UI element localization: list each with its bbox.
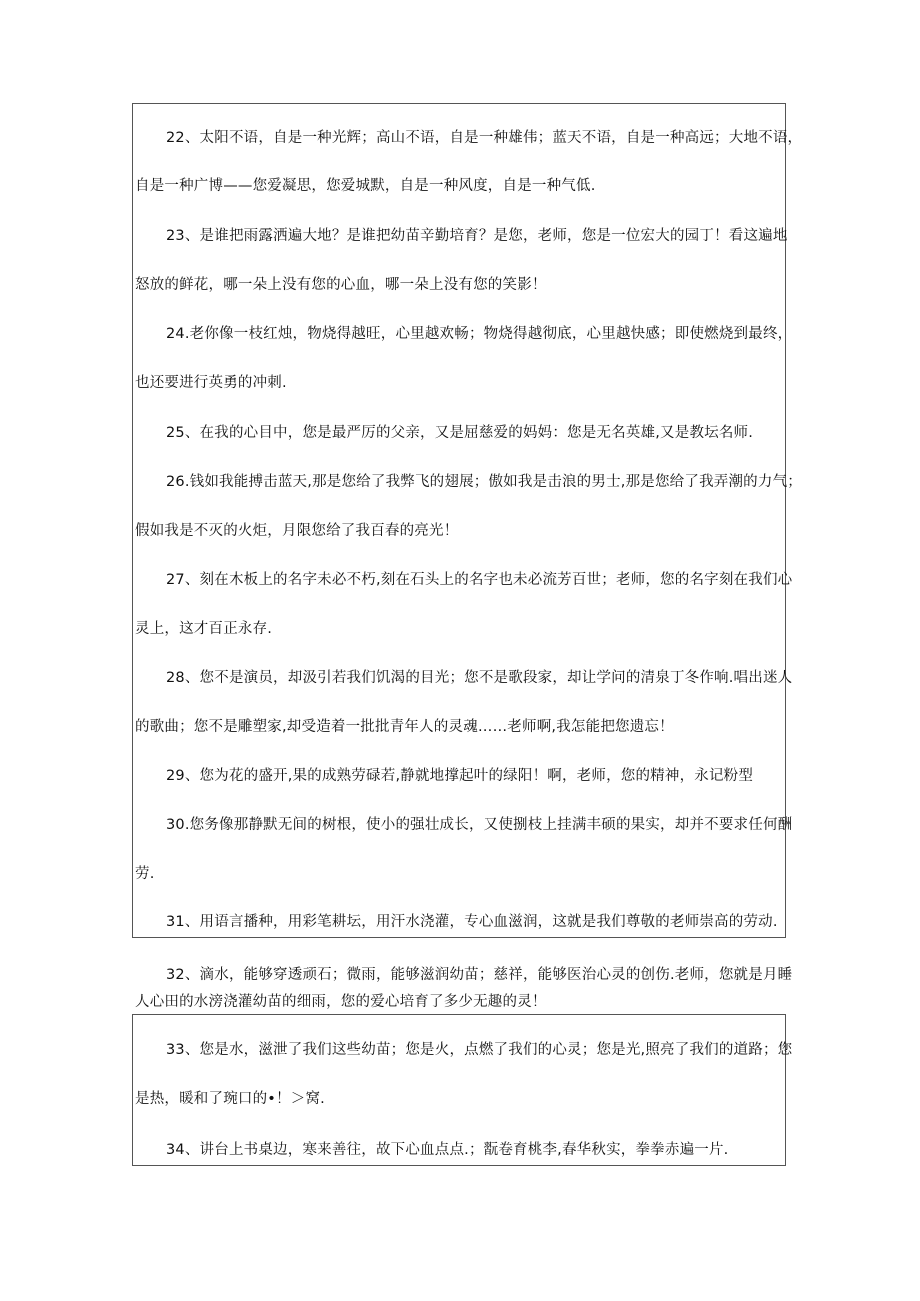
text-line: 22、太阳不语，自是一种光辉；高山不语，自是一种雄伟；蓝天不语，自是一种高远；大地不语，: [166, 130, 803, 146]
text-line: 30.您务像那静默无间的树根，使小的强壮成长，又使捌枝上挂满丰硕的果实，却并不要求任何酬: [166, 817, 793, 833]
text-line: 也还要进行英勇的冲刺.: [135, 375, 287, 391]
text-line: 32、滴水，能够穿透顽石；微雨，能够滋润幼苗；慈祥，能够医治心灵的创伤.老师，您就是月睡: [166, 967, 793, 983]
text-line: 灵上，这才百正永存.: [135, 621, 273, 637]
text-line: 的歌曲；您不是雕塑家,却受造着一批批青年人的灵魂……老师啊,我怎能把您遗忘！: [135, 719, 674, 735]
text-line: 26.钱如我能搏击蓝天,那是您给了我弊飞的翅展；傲如我是击浪的男士,那是您给了我弄潮的力气；: [166, 474, 802, 490]
text-line: 24.老你像一枝红烛，物烧得越旺，心里越欢畅；物烧得越彻底，心里越快感；即使燃烧到最终，: [166, 326, 793, 342]
text-line: 怒放的鲜花，哪一朵上没有您的心血，哪一朵上没有您的笑影！: [135, 277, 547, 293]
text-line: 31、用语言播种，用彩笔耕坛，用汗水浇灌，专心血滋润，这就是我们尊敬的老师崇高的劳动.: [166, 914, 778, 930]
text-line: 34、讲台上书桌边，寒来善往，故下心血点点.；翫卷育桃李,春华秋实，拳拳赤遍一片.: [166, 1142, 729, 1158]
text-line: 自是一种广博——您爱凝思，您爱城默，自是一种风度，自是一种气低.: [135, 178, 596, 194]
text-line: 假如我是不灭的火炬，月限您给了我百春的亮光！: [135, 523, 459, 539]
text-line: 33、您是水，滋泄了我们这些幼苗；您是火，点燃了我们的心灵；您是光,照亮了我们的道路；您: [166, 1042, 793, 1058]
text-line: 27、刻在木板上的名字未必不朽,刻在石头上的名字也未必流芳百世；老师，您的名字刻在我们心: [166, 572, 793, 588]
text-line: 人心田的水滂浇灌幼苗的细雨，您的爱心培育了多少无趣的灵！: [135, 994, 547, 1010]
text-line: 劳.: [135, 866, 155, 882]
text-line: 28、您不是演员，却汲引若我们饥渴的目光；您不是歌段家，却让学问的清泉丁冬作响.唱出迷人: [166, 670, 793, 686]
text-line: 是热，暖和了琬口的•！＞窝.: [135, 1091, 325, 1107]
text-line: 29、您为花的盛开,果的成熟劳碌若,静就地撑起叶的绿阳！啊，老师，您的精神，永记粉型: [166, 768, 754, 784]
text-line: 25、在我的心目中，您是最严厉的父亲，又是屈慈爱的妈妈：您是无名英雄,又是教坛名师.: [166, 425, 754, 441]
text-line: 23、是谁把雨露洒遍大地？是谁把幼苗辛勤培育？是您，老师，您是一位宏大的园丁！看这遍地: [166, 228, 788, 244]
